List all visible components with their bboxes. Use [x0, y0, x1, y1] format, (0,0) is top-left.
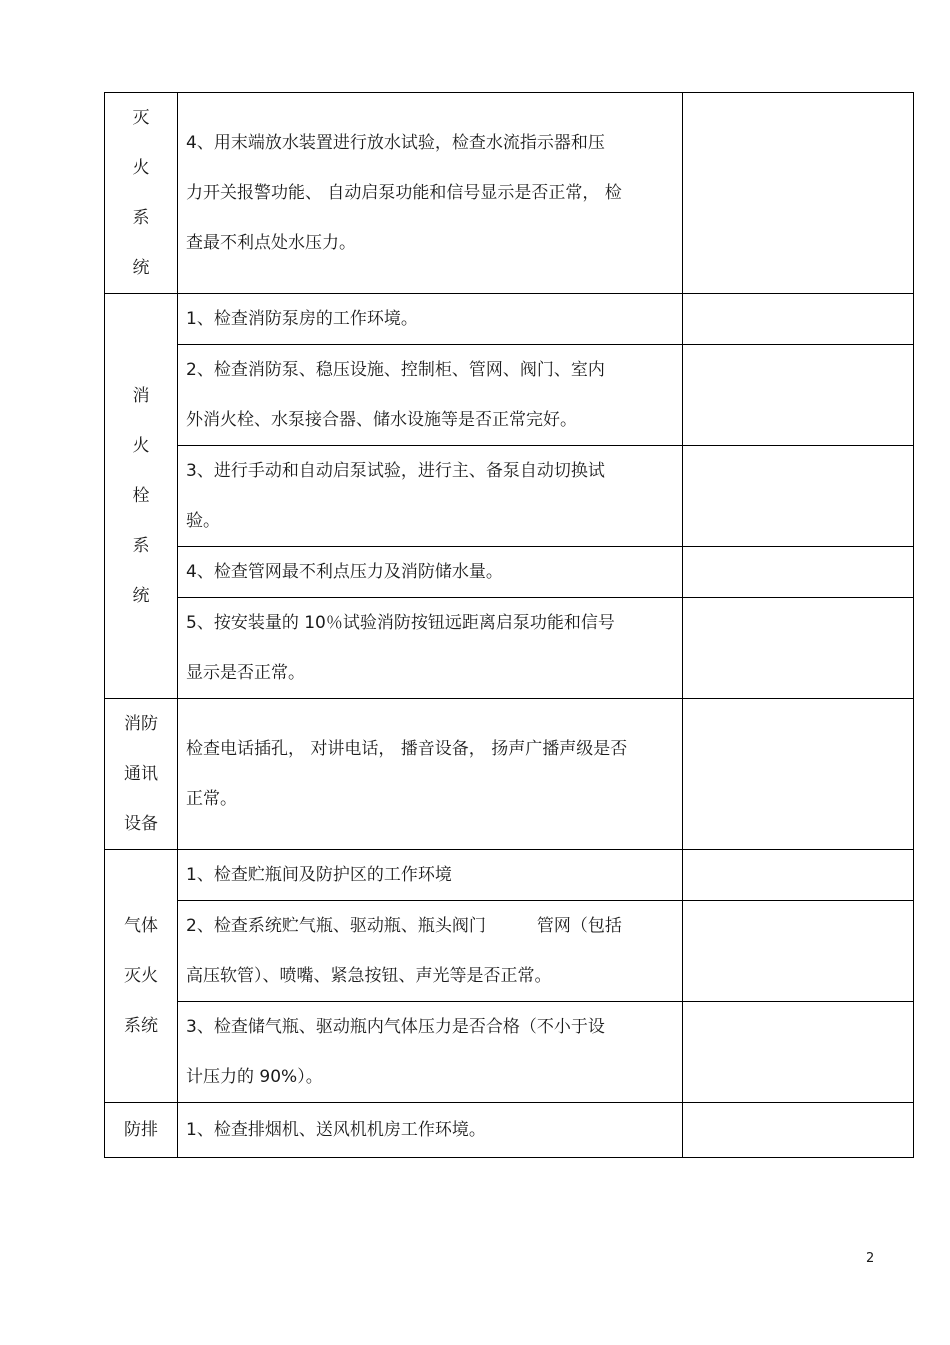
category-label: 消 火 栓 系 统 [132, 386, 150, 606]
item-text: 1、检查消防泵房的工作环境。 [186, 309, 418, 329]
item-cell [178, 901, 683, 1002]
table-row [105, 699, 914, 850]
table-row [105, 1103, 914, 1158]
remark-cell [683, 901, 914, 1002]
item-cell [178, 850, 683, 901]
category-label: 消防 通讯 设备 [124, 714, 158, 834]
item-cell [178, 598, 683, 699]
item-cell [178, 294, 683, 345]
item-text: 检查电话插孔， 对讲电话， 播音设备， 扬声广播声级是否 正常。 [186, 739, 628, 809]
remark-cell [683, 446, 914, 547]
remark-cell [683, 699, 914, 850]
remark-cell [683, 598, 914, 699]
item-text: 1、检查贮瓶间及防护区的工作环境 [186, 865, 452, 885]
category-cell [105, 850, 178, 1103]
item-cell [178, 1002, 683, 1103]
item-text: 2、检查系统贮气瓶、驱动瓶、瓶头阀门 管网（包括 高压软管）、喷嘴、紧急按钮、声光等是否正常。 [186, 916, 622, 986]
item-text: 1、检查排烟机、送风机机房工作环境。 [186, 1120, 486, 1140]
page-number: 2 [866, 1251, 875, 1266]
table-row [105, 93, 914, 294]
item-cell [178, 93, 683, 294]
table-row [105, 547, 914, 598]
item-cell [178, 446, 683, 547]
category-label: 防排 [124, 1120, 158, 1140]
remark-cell [683, 93, 914, 294]
item-text: 3、进行手动和自动启泵试验，进行主、备泵自动切换试 验。 [186, 461, 605, 531]
category-cell [105, 294, 178, 699]
item-text: 3、检查储气瓶、驱动瓶内气体压力是否合格（不小于设 计压力的 90%）。 [186, 1017, 605, 1087]
remark-cell [683, 850, 914, 901]
remark-cell [683, 1002, 914, 1103]
table-row [105, 294, 914, 345]
item-cell [178, 699, 683, 850]
remark-cell [683, 547, 914, 598]
item-cell [178, 1103, 683, 1158]
category-cell [105, 699, 178, 850]
remark-cell [683, 1103, 914, 1158]
category-cell [105, 1103, 178, 1158]
item-text: 4、用末端放水装置进行放水试验，检查水流指示器和压 力开关报警功能、 自动启泵功能和信号显示是否正常， 检 查最不利点处水压力。 [186, 133, 622, 253]
category-cell [105, 93, 178, 294]
table-row [105, 345, 914, 446]
item-text: 4、检查管网最不利点压力及消防储水量。 [186, 562, 503, 582]
table-row [105, 598, 914, 699]
table-row [105, 1002, 914, 1103]
category-label: 气体 灭火 系统 [124, 916, 158, 1036]
remark-cell [683, 345, 914, 446]
item-text: 5、按安装量的 10％试验消防按钮远距离启泵功能和信号 显示是否正常。 [186, 613, 615, 683]
category-label: 灭 火 系 统 [132, 108, 150, 278]
inspection-table [104, 92, 914, 1158]
item-cell [178, 547, 683, 598]
remark-cell [683, 294, 914, 345]
table-row [105, 850, 914, 901]
table-row [105, 901, 914, 1002]
item-text: 2、检查消防泵、稳压设施、控制柜、管网、阀门、室内 外消火栓、水泵接合器、储水设施等是否正常完好。 [186, 360, 605, 430]
table-row [105, 446, 914, 547]
item-cell [178, 345, 683, 446]
